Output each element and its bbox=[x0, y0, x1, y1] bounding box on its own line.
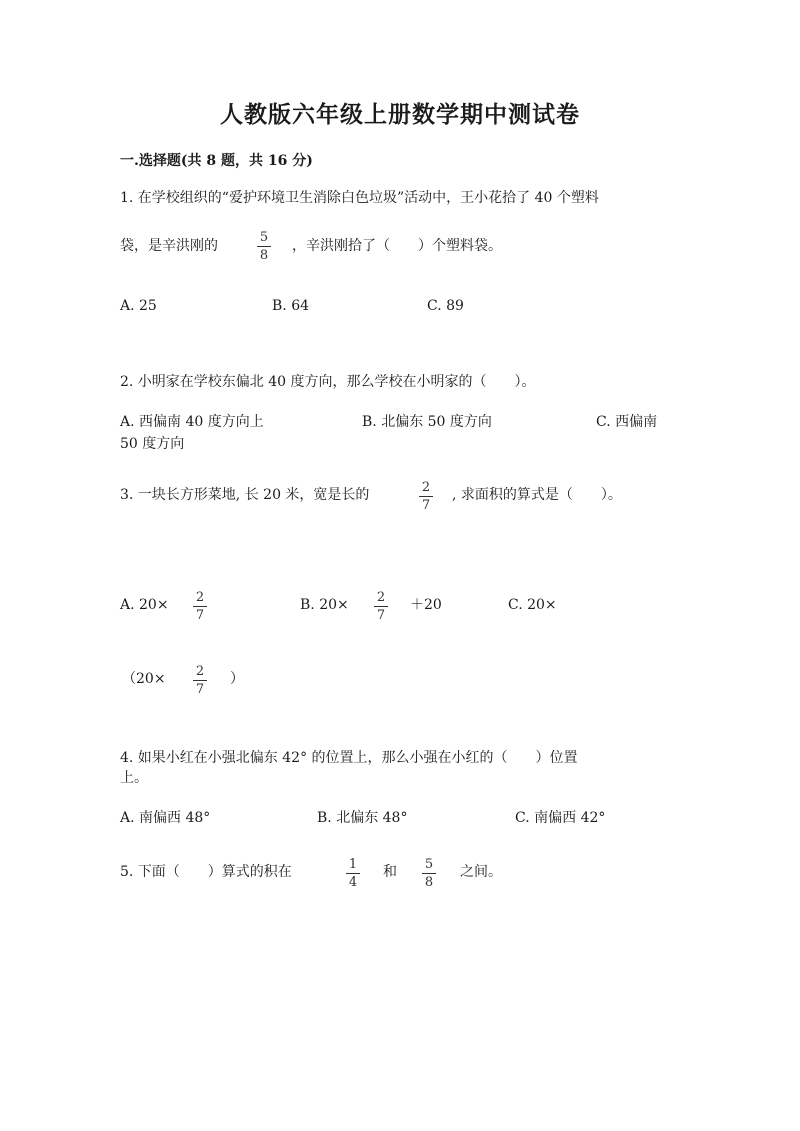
q4-option-b[interactable]: B. 北偏东 48° bbox=[317, 810, 408, 826]
q1-option-a[interactable]: A. 25 bbox=[120, 298, 157, 314]
q3-text-end: , 求面积的算式是（ ）。 bbox=[452, 487, 622, 503]
q2-option-b[interactable]: B. 北偏东 50 度方向 bbox=[362, 414, 492, 430]
q2-option-a[interactable]: A. 西偏南 40 度方向上 bbox=[120, 414, 264, 430]
q5-fraction-2 bbox=[419, 857, 439, 890]
q5-text-end: 之间。 bbox=[460, 864, 502, 880]
q3-option-a-fraction-denominator: 7 bbox=[195, 608, 205, 623]
q5-fraction-1-denominator: 4 bbox=[348, 875, 358, 890]
q3-fraction-numerator: 2 bbox=[421, 480, 431, 495]
q3-option-c-continued-start: （20× bbox=[122, 671, 166, 687]
q2-option-c[interactable]: C. 西偏南 bbox=[596, 414, 658, 430]
q4-line2: 上。 bbox=[120, 770, 148, 786]
q3-text-start: 3. 一块长方形菜地, 长 20 米，宽是长的 bbox=[120, 487, 370, 503]
fraction-bar bbox=[422, 873, 436, 874]
q1-line1: 1. 在学校组织的“爱护环境卫生消除白色垃圾”活动中，王小花拾了 40 个塑料 bbox=[120, 190, 599, 206]
q3-option-b[interactable]: B. 20× bbox=[300, 597, 349, 613]
q3-fraction-denominator: 7 bbox=[421, 498, 431, 513]
q3-option-c[interactable]: C. 20× bbox=[508, 597, 557, 613]
section-heading: 一.选择题(共 8 题，共 16 分) bbox=[120, 153, 313, 169]
q5-text-and: 和 bbox=[383, 864, 397, 880]
q5-text-start: 5. 下面（ ）算式的积在 bbox=[120, 864, 292, 880]
q4-option-c[interactable]: C. 南偏西 42° bbox=[515, 810, 606, 826]
q5-fraction-2-denominator: 8 bbox=[424, 875, 434, 890]
q3-option-c-fraction-denominator: 7 bbox=[195, 682, 205, 697]
q5-fraction-1 bbox=[343, 857, 363, 890]
q1-fraction-numerator: 5 bbox=[259, 230, 269, 245]
q3-option-b-tail: ＋20 bbox=[410, 597, 442, 613]
q1-fraction bbox=[254, 230, 274, 263]
page-title: 人教版六年级上册数学期中测试卷 bbox=[220, 101, 580, 128]
q3-option-b-fraction bbox=[371, 590, 391, 623]
q3-option-b-fraction-numerator: 2 bbox=[376, 590, 386, 605]
fraction-bar bbox=[374, 606, 388, 607]
q3-option-c-fraction bbox=[190, 664, 210, 697]
q3-option-a-fraction bbox=[190, 590, 210, 623]
q1-fraction-denominator: 8 bbox=[259, 248, 269, 263]
q1-option-c[interactable]: C. 89 bbox=[427, 298, 464, 314]
q3-fraction bbox=[416, 480, 436, 513]
q1-option-b[interactable]: B. 64 bbox=[272, 298, 310, 314]
q3-option-b-fraction-denominator: 7 bbox=[376, 608, 386, 623]
q5-fraction-2-numerator: 5 bbox=[424, 857, 434, 872]
q4-option-a[interactable]: A. 南偏西 48° bbox=[120, 810, 211, 826]
fraction-bar bbox=[193, 606, 207, 607]
fraction-bar bbox=[346, 873, 360, 874]
q2-text: 2. 小明家在学校东偏北 40 度方向，那么学校在小明家的（ ）。 bbox=[120, 374, 536, 390]
fraction-bar bbox=[257, 246, 271, 247]
q1-line2-end: ，辛洪刚拾了（ ）个塑料袋。 bbox=[292, 238, 502, 254]
q3-option-a-fraction-numerator: 2 bbox=[195, 590, 205, 605]
q3-option-c-fraction-numerator: 2 bbox=[195, 664, 205, 679]
q1-line2-start: 袋，是辛洪刚的 bbox=[120, 238, 218, 254]
q5-fraction-1-numerator: 1 bbox=[348, 857, 358, 872]
q4-line1: 4. 如果小红在小强北偏东 42° 的位置上，那么小强在小红的（ ）位置 bbox=[120, 750, 578, 766]
q3-option-a[interactable]: A. 20× bbox=[120, 597, 169, 613]
fraction-bar bbox=[193, 680, 207, 681]
fraction-bar bbox=[419, 496, 433, 497]
q2-option-c-continued: 50 度方向 bbox=[120, 436, 185, 452]
q3-option-c-continued-end: ） bbox=[230, 671, 244, 687]
